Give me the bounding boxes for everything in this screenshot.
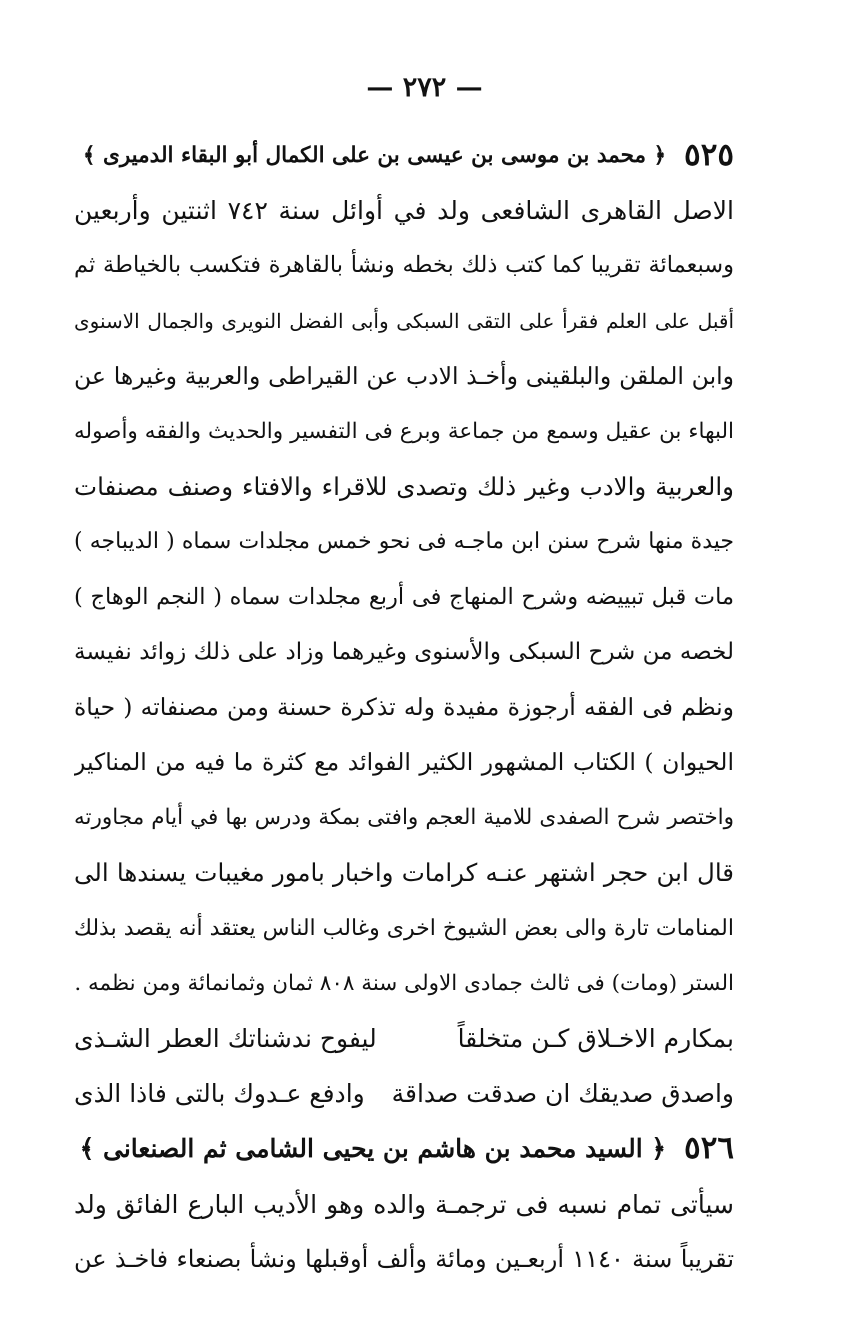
text-line: تقريباً سنة ١١٤٠ أربعـين ومائة وألف أوقبلها ونشأ بصنعاء فاخـذ عن [74, 1244, 734, 1273]
text-line: وسبعمائة تقريبا كما كتب ذلك بخطه ونشأ بالقاهرة فتكسب بالخياطة ثم [74, 252, 734, 279]
entry-number: ٥٢٥ [684, 137, 734, 173]
verse-first-hemistich: واصدق صديقك ان صدقت صداقة [391, 1079, 734, 1109]
text-line: أقبل على العلم فقرأ على التقى السبكى وأبى الفضل النويرى والجمال الاسنوى [74, 308, 734, 333]
text-line: ونظم فى الفقه أرجوزة مفيدة وله تذكرة حسنة ومن مصنفاته ( حياة [74, 692, 734, 721]
text-line: جيدة منها شرح سنن ابن ماجـه فى نحو خمس مجلدات سماه ( الديباجه ) [74, 529, 734, 555]
text-line: الحيوان ) الكتاب المشهور الكثير الفوائد مع كثرة ما فيه من المناكير [74, 748, 734, 777]
text-line: مات قبل تبييضه وشرح المنهاج فى أربع مجلدات سماه ( النجم الوهاج ) [74, 583, 734, 610]
text-line: البهاء بن عقيل وسمع من جماعة وبرع فى التفسير والحديث والفقه وأصوله [74, 418, 734, 444]
text-line: والعربية والادب وغير ذلك وتصدى للاقراء والافتاء وصنف مصنفات [74, 472, 734, 502]
page-text [74, 128, 734, 1287]
text-line: لخصه من شرح السبكى والأسنوى وغيرهما وزاد على ذلك زوائد نفيسة [74, 638, 734, 665]
text-line: سيأتى تمام نسبه فى ترجمـة والده وهو الأديب البارع الفائق ولد [74, 1189, 734, 1219]
text-line: المنامات تارة والى بعض الشيوخ اخرى وغالب الناس يعتقد أنه يقصد بذلك [74, 915, 734, 941]
text-line: قال ابن حجر اشتهر عنـه كرامات واخبار بامور مغيبات يسندها الى [74, 858, 734, 888]
entry-title: ﴿ محمد بن موسى بن عيسى بن على الكمال أبو البقاء الدميرى ﴾ [82, 143, 667, 168]
text-line: واختصر شرح الصفدى للامية العجم وافتى بمكة ودرس بها في أيام مجاورته [74, 805, 734, 831]
verse-second-hemistich: ليفوح ندشناتك العطر الشـذى [74, 1024, 377, 1053]
page-number: — ٢٧٢ — [366, 72, 483, 103]
entry-title: ﴿ السيد محمد بن هاشم بن يحيى الشامى ثم الصنعانى ﴾ [79, 1134, 667, 1164]
poem-verse [74, 1066, 734, 1121]
text-line: الستر (ومات) فى ثالث جمادى الاولى سنة ٨٠٨ ثمان وثمانمائة ومن نظمه . [74, 970, 734, 996]
entry-heading-526 [74, 1121, 734, 1176]
entry-number: ٥٢٦ [684, 1130, 734, 1167]
entry-heading-525 [74, 128, 734, 183]
verse-second-hemistich: وادفع عـدوك بالتى فاذا الذى [74, 1079, 365, 1109]
text-line: الاصل القاهرى الشافعى ولد في أوائل سنة ٧٤٢ اثنتين وأربعين [74, 196, 734, 226]
verse-first-hemistich: بمكارم الاخـلاق كـن متخلقاً [457, 1024, 734, 1053]
text-line: وابن الملقن والبلقينى وأخـذ الادب عن القيراطى والعربية وغيرها عن [74, 361, 734, 390]
poem-verse [74, 1011, 734, 1066]
